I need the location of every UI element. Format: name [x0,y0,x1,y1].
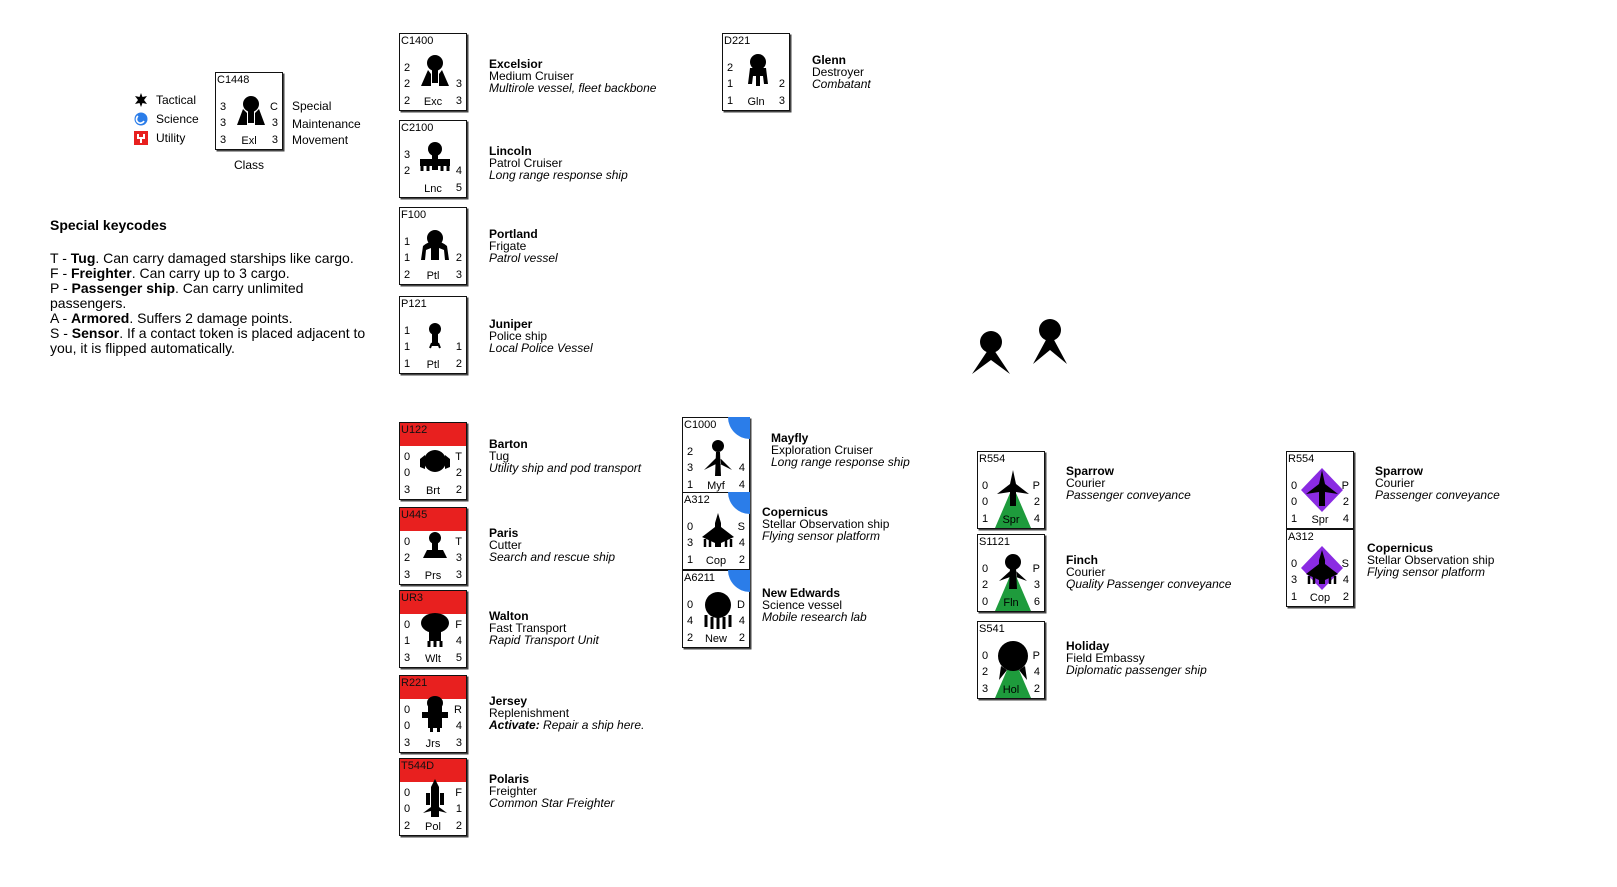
ship-class: Courier [1375,476,1415,490]
cutter-ship-icon [417,526,453,572]
lincoln-ship-icon [417,139,453,185]
ship-card-newedwards[interactable] [682,570,750,648]
ship-name: Excelsior [489,57,543,71]
stat-tactical: 0 [1291,558,1298,570]
ship-silhouette-icon [968,330,1014,376]
ship-silhouette-icon [1030,318,1070,366]
card-code: A6211 [684,572,715,584]
ship-desc-sparrow2 [1375,465,1500,501]
ship-card-mayfly[interactable] [682,417,750,495]
stat-tactical: 0 [1291,480,1298,492]
card-code: P121 [401,298,427,310]
stat-movement: 2 [455,358,462,370]
stat-utility: 1 [1291,591,1298,603]
card-code: R554 [979,453,1006,465]
legend-utility [134,131,185,145]
card-code: D221 [724,35,751,47]
stat-special: F [455,787,462,799]
stat-maintenance: 2 [778,78,785,90]
card-code: T544D [401,760,435,772]
legend-tactical [134,93,196,107]
ship-role: Rapid Transport Unit [489,633,599,647]
stat-maintenance: 2 [1033,496,1040,508]
stat-movement: 3 [455,95,462,107]
card-code: R221 [401,677,428,689]
stat-special: D [737,599,745,611]
stat-tactical: 0 [404,451,411,463]
ship-card-juniper[interactable] [399,296,467,374]
stat-special: P [1032,650,1040,662]
stat-maintenance: 4 [738,537,745,549]
starship-icon [233,91,269,137]
card-code: C1000 [684,419,717,431]
card-abbr: Lnc [424,183,442,195]
stat-science: 4 [687,615,694,627]
frigate-ship-icon [417,226,453,272]
stat-movement: 2 [455,820,462,832]
stat-special: P [1341,480,1349,492]
ship-card-glenn[interactable] [722,33,790,111]
card-abbr: Ptl [426,270,440,282]
stat-movement: 2 [1033,683,1040,695]
legend-example-card: C1448 3 3 3 C 3 3 Exl [215,72,283,150]
ship-class: Destroyer [812,65,865,79]
ship-role: Multirole vessel, fleet backbone [489,81,657,95]
card-abbr: Wlt [425,653,441,665]
ship-role: Patrol vessel [489,251,558,265]
legend-utility-label: Utility [156,131,186,145]
keycode-tug: T - Tug. Can carry damaged starships like cargo. [50,250,354,266]
science-icon [134,112,148,126]
ship-class: Medium Cruiser [489,69,574,83]
ship-class: Police ship [489,329,548,343]
card-code: A312 [684,494,710,506]
card-abbr: Fln [1003,597,1019,609]
ship-role: Local Police Vessel [489,341,593,355]
stat-movement: 3 [778,95,785,107]
special-keycodes [50,218,380,356]
ship-card-sparrow2[interactable] [1286,451,1354,529]
stat-tactical: 2 [404,62,411,74]
card-abbr: Gln [747,96,765,108]
ship-desc-sparrow [1066,465,1191,501]
stat-special: P [1032,563,1040,575]
stat-science: 1 [727,78,734,90]
ship-card-barton[interactable] [399,422,467,500]
utility-icon [134,131,148,145]
legend-tactical-label: Tactical [156,93,197,107]
ship-class: Frigate [489,239,527,253]
ship-role: Flying sensor platform [762,529,881,543]
ship-name: Walton [489,609,529,623]
card-code: S1121 [979,536,1010,548]
ship-class: Fast Transport [489,621,567,635]
transport-ship-icon [417,609,453,655]
mayfly-ship-icon [700,436,736,482]
stat-utility: 1 [687,479,694,491]
stat-tactical: 0 [687,521,694,533]
stat-utility: 1 [404,358,411,370]
card-code: C1448 [217,74,250,86]
ship-desc-excelsior [489,58,656,94]
ship-name: Holiday [1066,639,1110,653]
stat-tactical: 0 [687,599,694,611]
ship-desc-glenn [812,54,871,90]
keycode-sensor: S - Sensor. If a contact token is placed adjacent to you, it is flipped automatically. [50,325,366,356]
sparrow-ship-icon [1304,470,1340,516]
ship-desc-juniper [489,318,593,354]
ship-class: Exploration Cruiser [771,443,874,457]
stat-special: F [455,619,462,631]
stat-maintenance: 4 [1342,574,1349,586]
stat-tactical: 0 [982,563,989,575]
stat-maintenance: 4 [455,165,462,177]
stat-science: 2 [982,579,989,591]
ship-desc-mayfly [771,432,910,468]
stat-tactical: 0 [404,704,411,716]
stat-tactical: 0 [404,536,411,548]
keycode-freighter: F - Freighter. Can carry up to 3 cargo. [50,265,290,281]
tactical-icon [134,93,148,107]
ship-role: Diplomatic passenger ship [1066,663,1207,677]
ship-card-copernicus[interactable] [682,492,750,570]
ship-card-jersey[interactable] [399,675,467,753]
stat-utility: 2 [404,269,411,281]
ship-name: New Edwards [762,586,841,600]
sensor-ship-icon [1304,548,1340,594]
stat-maintenance: 4 [455,635,462,647]
stat-tactical: 3 [404,149,411,161]
keycode-passenger: P - Passenger ship. Can carry unlimited passengers. [50,280,304,311]
stat-maintenance: 3 [455,78,462,90]
card-abbr: Prs [424,570,442,582]
stat-utility: 2 [404,820,411,832]
card-code: C2100 [401,122,434,134]
stat-science: 3 [687,537,694,549]
stat-utility: 3 [404,569,411,581]
ship-role: Passenger conveyance [1375,488,1500,502]
keycode-armored: A - Armored. Suffers 2 damage points. [50,310,293,326]
ship-desc-copernicus [762,506,889,542]
freighter-ship-icon [417,777,453,823]
stat-science: 0 [404,467,411,479]
ship-class: Courier [1066,476,1106,490]
stat-movement: 6 [1033,596,1040,608]
ship-class: Cutter [489,538,522,552]
ship-name: Glenn [812,53,847,67]
ship-class: Courier [1066,565,1106,579]
sparrow-ship-icon [995,470,1031,516]
stat-movement: 4 [1342,513,1349,525]
stat-utility: 2 [687,632,694,644]
ship-role: Combatant [812,77,871,91]
stat-utility: 3 [404,652,411,664]
stat-special: T [455,536,462,548]
ship-name: Jersey [489,694,528,708]
stat-tactical: 1 [404,236,411,248]
ship-role: Mobile research lab [762,610,867,624]
stat-special: P [1032,480,1040,492]
stat-maintenance: 2 [1342,496,1349,508]
card-abbr: Exc [423,96,443,108]
stat-movement: 3 [455,737,462,749]
card-abbr: Pol [425,821,441,833]
ship-name: Polaris [489,772,530,786]
ship-card-portland[interactable] [399,207,467,285]
stat-utility: 1 [727,95,734,107]
stat-movement: 5 [455,652,462,664]
stat-utility: 0 [982,596,989,608]
stat-utility: 3 [404,484,411,496]
stat-science: 1 [404,635,411,647]
stat-tactical: 0 [404,619,411,631]
ship-desc-paris [489,527,615,563]
ship-card-polaris[interactable] [399,758,467,836]
stat-special: S [1341,558,1349,570]
stat-maintenance: 1 [455,803,462,815]
ship-role: Long range response ship [771,455,910,469]
tug-ship-icon [417,441,453,487]
ship-class: Field Embassy [1066,651,1145,665]
ship-class: Freighter [489,784,538,798]
ship-card-finch[interactable] [977,534,1045,612]
ship-class: Replenishment [489,706,570,720]
ship-name: Portland [489,227,538,241]
ship-desc-jersey [489,695,644,731]
stat-movement: 2 [455,484,462,496]
stat-tactical: 2 [727,62,734,74]
stat-science: 3 [1291,574,1298,586]
ship-desc-holiday [1066,640,1207,676]
police-ship-icon [417,315,453,361]
ship-card-copernicus2[interactable] [1286,529,1354,607]
ship-card-excelsior[interactable] [399,33,467,111]
card-abbr: Jrs [425,738,441,750]
card-code: S541 [979,623,1005,635]
stat-maintenance: 1 [455,341,462,353]
stat-utility: 1 [687,554,694,566]
stat-science: 0 [404,720,411,732]
card-abbr: New [704,633,727,645]
ship-class: Stellar Observation ship [1367,553,1495,567]
jersey-ship-icon [417,694,453,740]
card-code: F100 [401,209,427,221]
card-abbr: Cop [705,555,727,567]
card-code: U445 [401,509,428,521]
ship-card-paris[interactable] [399,507,467,585]
card-abbr: Spr [1311,514,1329,526]
stat-movement: 4 [738,479,745,491]
ship-name: Sparrow [1066,464,1115,478]
ship-name: Copernicus [762,505,829,519]
ship-desc-finch [1066,554,1231,590]
ship-card-walton[interactable] [399,590,467,668]
card-abbr: Cop [1309,592,1331,604]
ship-role: Quality Passenger conveyance [1066,577,1232,591]
ship-class: Stellar Observation ship [762,517,890,531]
stat-maintenance: 4 [738,615,745,627]
stat-maintenance: 4 [738,462,745,474]
stat-science: 0 [982,496,989,508]
ship-card-holiday[interactable] [977,621,1045,699]
stat-tactical: 2 [687,446,694,458]
ship-role: Passenger conveyance [1066,488,1191,502]
holiday-ship-icon [995,640,1031,686]
stat-science: 3 [687,462,694,474]
stat-tactical: 0 [982,650,989,662]
ship-card-lincoln[interactable] [399,120,467,198]
stat-science: 2 [404,552,411,564]
stat-science: 2 [982,666,989,678]
card-abbr: Ptl [426,359,440,371]
ship-role: Flying sensor platform [1367,565,1486,579]
stat-maintenance: 4 [455,720,462,732]
stat-utility: 2 [404,95,411,107]
stat-science: 2 [404,78,411,90]
stat-tactical: 0 [404,787,411,799]
ship-name: Mayfly [771,431,809,445]
stat-utility: 1 [1291,513,1298,525]
keycodes-title: Special keycodes [50,217,167,233]
ship-name: Sparrow [1375,464,1424,478]
legend-science-label: Science [156,112,199,126]
stat-utility: 1 [982,513,989,525]
stat-science: 0 [404,803,411,815]
ship-desc-newedwards [762,587,867,623]
stat-maintenance: 3 [455,552,462,564]
stat-science: 1 [404,252,411,264]
stat-tactical: 1 [404,325,411,337]
stat-science: 2 [404,165,411,177]
cruiser-ship-icon [417,52,453,98]
ship-role: Long range response ship [489,168,628,182]
ship-name: Juniper [489,317,533,331]
stat-special: S [737,521,745,533]
ship-name: Lincoln [489,144,532,158]
legend-class-label: Class [234,158,265,172]
destroyer-ship-icon [740,52,776,98]
stat-maintenance: 2 [455,467,462,479]
ship-desc-barton [489,438,641,474]
ship-desc-portland [489,228,558,264]
stat-science: 1 [404,341,411,353]
card-abbr: Spr [1002,514,1020,526]
stat-movement: 2 [738,632,745,644]
card-code: A312 [1288,531,1314,543]
ship-card-sparrow[interactable] [977,451,1045,529]
ship-desc-lincoln [489,145,628,181]
ship-name: Finch [1066,553,1098,567]
stat-maintenance: 4 [1033,666,1040,678]
stat-utility: 3 [982,683,989,695]
ship-name: Barton [489,437,528,451]
ship-desc-polaris [489,773,614,809]
finch-ship-icon [995,553,1031,599]
ship-role: Common Star Freighter [489,796,615,810]
stat-special: T [455,451,462,463]
stat-movement: 4 [1033,513,1040,525]
ship-class: Tug [489,449,510,463]
stat-movement: 2 [1342,591,1349,603]
stat-utility: 3 [404,737,411,749]
legend-science [134,112,199,126]
card-abbr: Brt [425,485,441,497]
ship-name: Paris [489,526,519,540]
legend-special-label: Special [292,99,332,113]
legend-maintenance-label: Maintenance [292,117,361,131]
card-code: C1400 [401,35,434,47]
stat-maintenance: 3 [1033,579,1040,591]
card-code: UR3 [401,592,424,604]
card-abbr: Hol [1002,684,1020,696]
ship-name: Copernicus [1367,541,1434,555]
stat-special: R [454,704,462,716]
ship-desc-walton [489,610,599,646]
sensor-ship-icon [700,511,736,557]
stat-science: 0 [1291,496,1298,508]
stat-movement: 2 [738,554,745,566]
stat-movement: 3 [455,569,462,581]
stat-maintenance: 2 [455,252,462,264]
lab-ship-icon [700,589,736,635]
stat-movement: 5 [455,182,462,194]
ship-class: Patrol Cruiser [489,156,563,170]
legend-movement-label: Movement [292,133,349,147]
ship-role: Search and rescue ship [489,550,616,564]
ship-role: Activate: Repair a ship here. [489,718,645,732]
card-code: U122 [401,424,428,436]
card-code: R554 [1288,453,1315,465]
stat-tactical: 0 [982,480,989,492]
ship-role: Utility ship and pod transport [489,461,642,475]
card-abbr: Myf [707,480,725,492]
stat-movement: 3 [455,269,462,281]
ship-class: Science vessel [762,598,843,612]
ship-desc-copernicus2 [1367,542,1494,578]
